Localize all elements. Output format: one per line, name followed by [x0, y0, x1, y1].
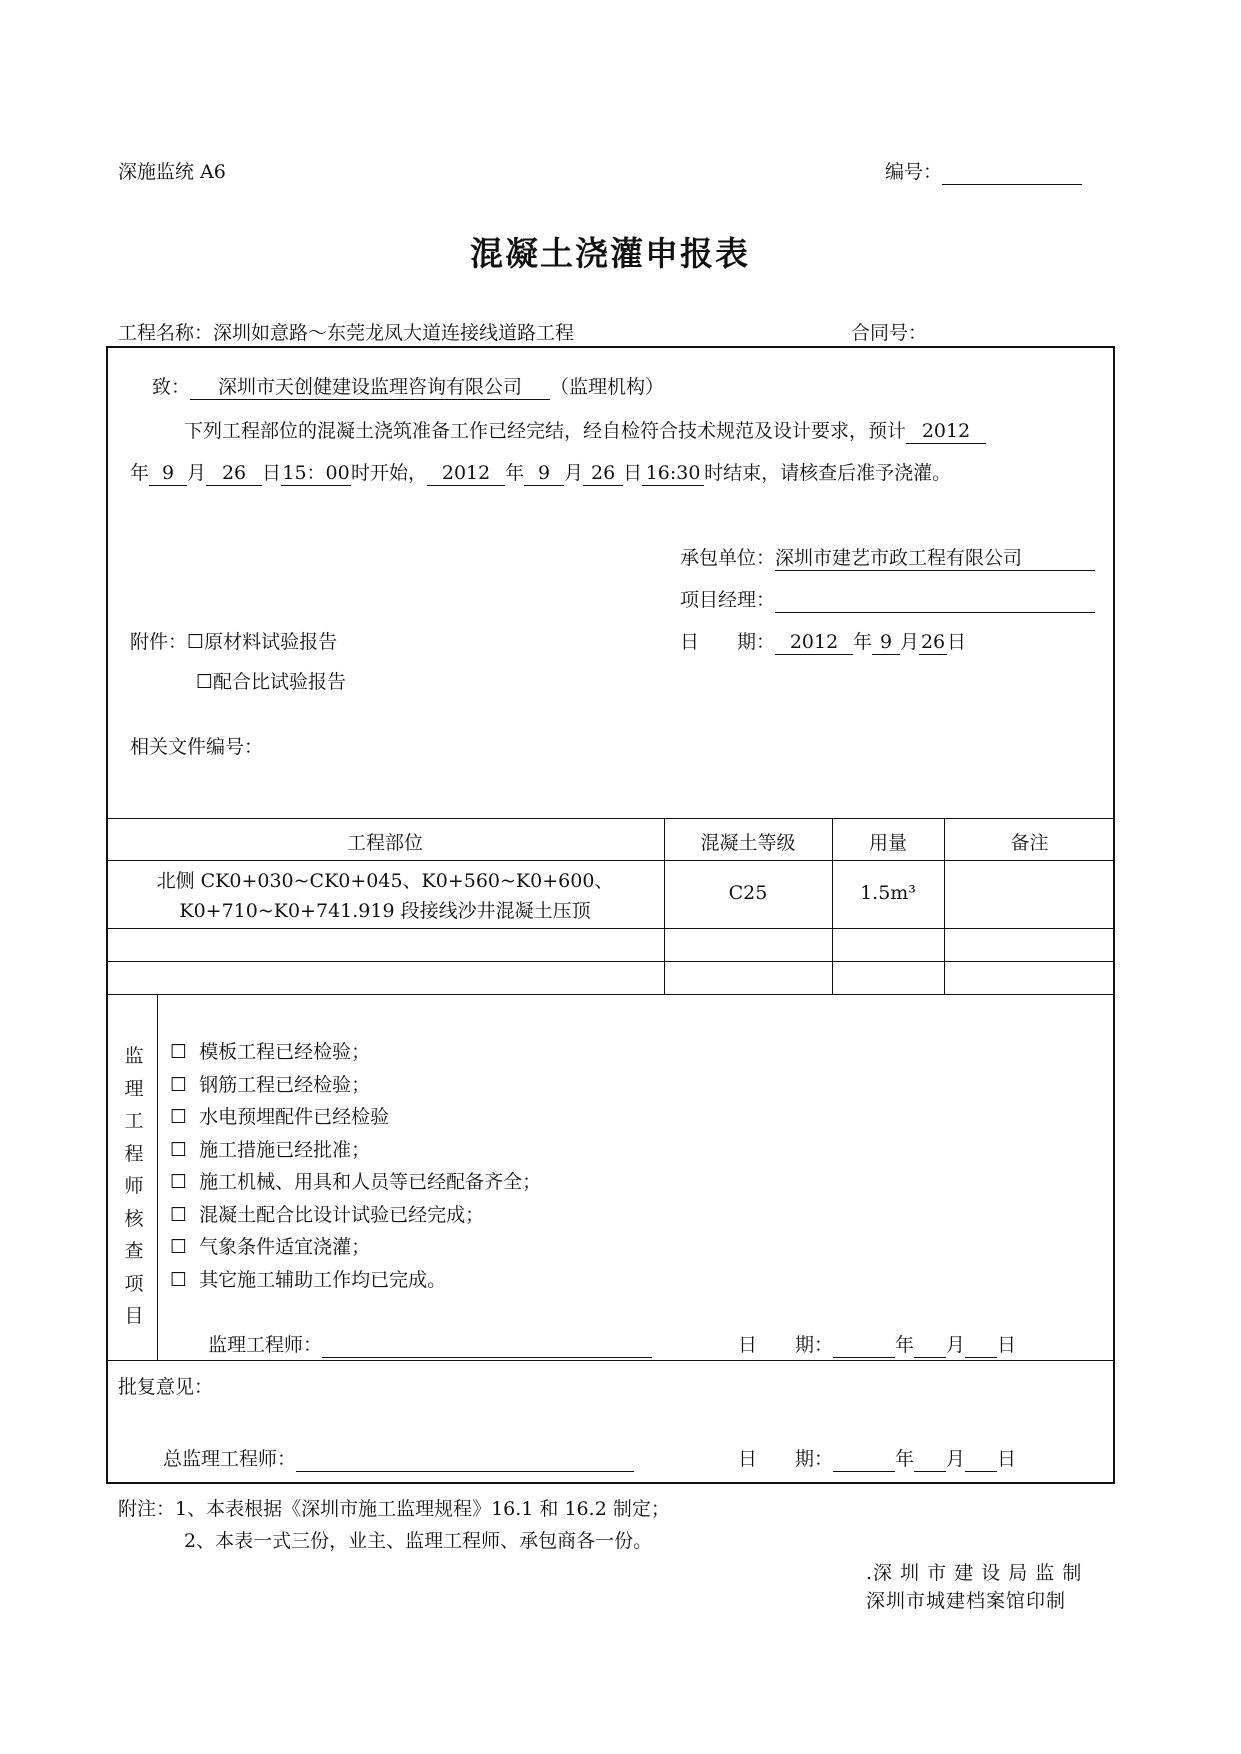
checkbox-icon[interactable]: ☐ [170, 1041, 188, 1063]
checklist-label: 模板工程已经检验； [199, 1041, 371, 1063]
date-month: 9 [872, 632, 900, 655]
checkbox-icon[interactable]: ☐ [170, 1073, 188, 1096]
project-name: 深圳如意路～东莞龙凤大道连接线道路工程 [213, 322, 575, 344]
col-header-grade: 混凝土等级 [700, 832, 796, 854]
checkbox-icon[interactable]: ☐ [196, 671, 214, 693]
note-line: 附注：1、本表根据《深圳市施工监理规程》16.1 和 16.2 制定； [118, 1498, 670, 1520]
date-year: 2012 [775, 632, 853, 655]
manager-label: 项目经理： [680, 589, 776, 611]
letter-line-1 [184, 416, 986, 444]
divider [106, 818, 1115, 819]
chief-label: 总监理工程师： [163, 1448, 297, 1470]
checklist-label: 混凝土配合比设计试验已经完成； [199, 1203, 485, 1226]
date-day: 26 [920, 631, 946, 653]
page-title: 混凝土浇灌申报表 [470, 234, 750, 273]
month-label: 月 [564, 462, 584, 484]
amount-cell: 1.5m³ [860, 882, 916, 904]
start-suffix: 时开始， [351, 462, 428, 484]
col-header-location: 工程部位 [346, 832, 423, 854]
checkbox-icon[interactable]: ☐ [187, 631, 205, 653]
letter-line-2 [130, 458, 951, 486]
day-label: 日 [623, 462, 643, 484]
year-label: 年 [505, 462, 525, 484]
col-header-note: 备注 [1010, 832, 1049, 854]
unit-label: 承包单位： [680, 547, 776, 569]
checkbox-icon[interactable]: ☐ [170, 1203, 188, 1226]
letter-body: 下列工程部位的混凝土浇筑准备工作已经完结，经自检符合技术规范及设计要求，预计 [184, 420, 907, 442]
checklist-label: 钢筋工程已经检验； [199, 1073, 371, 1096]
location-line: 北侧 CK0+030~CK0+045、K0+560~K0+600、 [156, 870, 614, 892]
month-label: 月 [187, 462, 207, 484]
year-label: 年 [895, 1448, 915, 1470]
checklist-label: 施工机械、用具和人员等已经配备齐全； [199, 1171, 542, 1193]
end-month: 9 [524, 463, 564, 486]
side-label-char: 理 [124, 1077, 144, 1100]
checkbox-icon[interactable]: ☐ [170, 1171, 188, 1193]
divider [106, 961, 1115, 962]
chief-signature-field[interactable] [163, 1444, 634, 1472]
related-docs-label: 相关文件编号： [130, 736, 264, 758]
start-month: 9 [149, 463, 187, 486]
start-year: 2012 [906, 421, 986, 444]
checklist [170, 1036, 541, 1296]
divider [106, 1360, 1115, 1361]
project-label: 工程名称： [118, 322, 214, 344]
chief-date-row[interactable] [738, 1444, 1016, 1472]
side-label-char: 查 [124, 1240, 144, 1262]
checklist-item[interactable] [170, 1036, 541, 1069]
side-label-char: 监 [124, 1045, 144, 1067]
end-suffix: 时结束，请核查后准予浇灌。 [704, 462, 952, 484]
checklist-label: 水电预埋配件已经检验 [199, 1106, 390, 1128]
year-label: 年 [130, 462, 150, 484]
end-time: 16:30 [642, 463, 704, 486]
side-label-char: 工 [124, 1110, 144, 1132]
contractor-date-row [680, 627, 966, 655]
to-suffix: （监理机构） [550, 376, 665, 398]
end-year: 2012 [427, 463, 505, 486]
date-label: 日 期： [738, 1448, 834, 1470]
divider [106, 994, 1115, 995]
date-label: 日 期： [738, 1334, 834, 1356]
checkbox-icon[interactable]: ☐ [170, 1236, 188, 1258]
contract-label: 合同号： [851, 322, 928, 344]
table-row [106, 866, 664, 926]
month-label: 月 [946, 1448, 966, 1470]
divider [106, 860, 1115, 861]
checklist-item[interactable] [170, 1264, 541, 1297]
checklist-item[interactable] [170, 1101, 541, 1134]
checklist-item[interactable] [170, 1231, 541, 1264]
attachment-item[interactable] [196, 667, 346, 694]
day-label: 日 [262, 462, 282, 484]
approval-label: 批复意见： [118, 1376, 214, 1398]
month-label: 月 [946, 1334, 966, 1356]
number-label: 编号： [885, 161, 943, 183]
month-label: 月 [900, 631, 920, 653]
side-label-char: 目 [124, 1305, 144, 1327]
engineer-date-row[interactable] [738, 1330, 1016, 1358]
checklist-label: 气象条件适宜浇灌； [199, 1236, 371, 1258]
checklist-item[interactable] [170, 1069, 541, 1102]
engineer-label: 监理工程师： [208, 1334, 323, 1356]
location-line: K0+710~K0+741.919 段接线沙井混凝土压顶 [179, 900, 591, 922]
addressee [152, 372, 664, 400]
divider [157, 994, 158, 1360]
start-time: 15：00 [282, 462, 350, 484]
start-day: 26 [206, 463, 262, 486]
year-label: 年 [853, 631, 873, 653]
end-day: 26 [583, 463, 623, 486]
side-label-char: 核 [124, 1207, 144, 1230]
contractor-unit-row [680, 543, 1095, 571]
grade-cell: C25 [728, 882, 768, 904]
date-label: 日 期： [680, 631, 776, 653]
attachment-item[interactable] [130, 627, 337, 654]
checkbox-icon[interactable]: ☐ [170, 1106, 188, 1128]
issuer-line: 深圳市城建档案馆印制 [866, 1590, 1067, 1612]
side-label-char: 师 [124, 1175, 144, 1197]
engineer-signature-field[interactable] [208, 1330, 652, 1358]
day-label: 日 [947, 631, 967, 653]
col-header-amount: 用量 [868, 832, 907, 854]
checklist-item[interactable] [170, 1166, 541, 1199]
to-label: 致： [152, 376, 191, 398]
checklist-label: 其它施工辅助工作均已完成。 [199, 1268, 447, 1291]
form-code: 深施监统 A6 [118, 161, 226, 183]
number-field[interactable] [885, 157, 1082, 185]
project-manager-row[interactable] [680, 585, 1095, 613]
checklist-item[interactable] [170, 1199, 541, 1232]
day-label: 日 [997, 1334, 1017, 1356]
checkbox-icon[interactable]: ☐ [170, 1138, 188, 1161]
checklist-item[interactable] [170, 1134, 541, 1167]
side-label-char: 项 [124, 1272, 144, 1295]
attachments-label: 附件： [130, 631, 188, 653]
to-org: 深圳市天创健建设监理咨询有限公司 [190, 377, 550, 400]
note-line: 2、本表一式三份，业主、监理工程师、承包商各一份。 [184, 1530, 653, 1552]
project-name-row [118, 318, 574, 345]
attachment-label: 配合比试验报告 [213, 671, 347, 693]
divider [106, 928, 1115, 929]
checkbox-icon[interactable]: ☐ [170, 1268, 188, 1291]
unit-name: 深圳市建艺市政工程有限公司 [775, 548, 1095, 571]
side-label-char: 程 [124, 1142, 144, 1165]
year-label: 年 [895, 1334, 915, 1356]
inspection-side-label [122, 1040, 146, 1333]
checklist-label: 施工措施已经批准； [199, 1138, 371, 1161]
attachment-label: 原材料试验报告 [204, 631, 338, 653]
day-label: 日 [997, 1448, 1017, 1470]
issuer-line: .深 圳 市 建 设 局 监 制 [866, 1562, 1083, 1584]
